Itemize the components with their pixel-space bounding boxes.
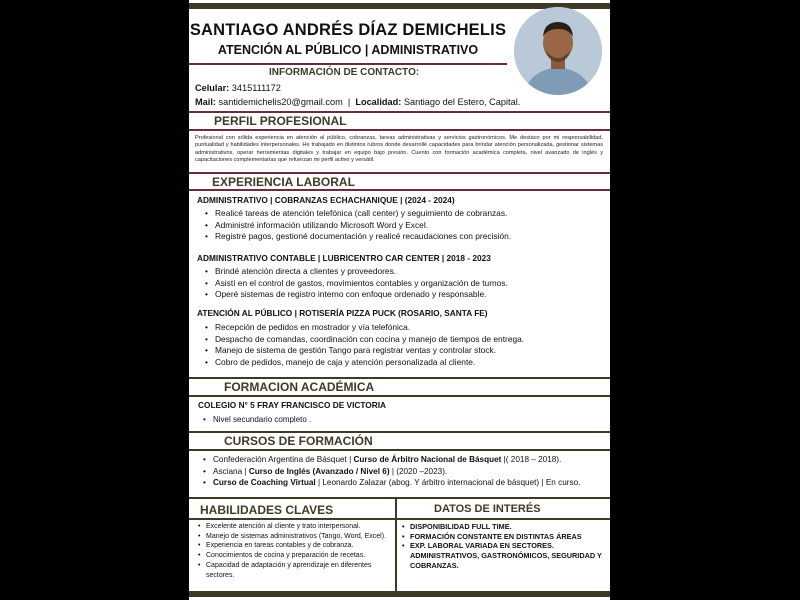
- job-3-item: • Recepción de pedidos en mostrador y vía telefónica.: [205, 322, 524, 334]
- profile-heading: PERFIL PROFESIONAL: [214, 114, 347, 128]
- column-divider: [395, 497, 397, 591]
- job-2-item: • Operé sistemas de registro interno con enfoque ordenado y responsable.: [205, 289, 508, 301]
- skill-item: • Capacidad de adaptación y aprendizaje en diferentes sectores.: [198, 561, 390, 580]
- course-period: | (2020 –2023).: [389, 466, 448, 476]
- bottom-border: [189, 591, 610, 597]
- education-top-divider: [189, 377, 610, 379]
- school-name: COLEGIO N° 5 FRAY FRANCISCO DE VICTORIA: [198, 400, 387, 410]
- courses-heading-divider: [189, 449, 610, 451]
- job-1-list: [205, 208, 511, 243]
- contact-heading: INFORMACIÓN DE CONTACTO:: [269, 67, 420, 78]
- interest-item: • FORMACIÓN CONSTANTE EN DISTINTAS ÁREAS: [402, 532, 602, 542]
- phone-line: [195, 83, 281, 93]
- job-1-item: • Administré información utilizando Microsoft Word y Excel.: [205, 220, 511, 232]
- job-title-2: ADMINISTRATIVO CONTABLE | LUBRICENTRO CAR CENTER | 2018 - 2023: [197, 253, 491, 263]
- course-provider: Asciana |: [213, 466, 249, 476]
- course-item: [203, 477, 580, 489]
- mail-value: santidemichelis20@gmail.com: [218, 97, 343, 107]
- skill-item: • Excelente atención al cliente y trato interpersonal.: [198, 522, 390, 532]
- location-value: Santiago del Estero, Capital.: [403, 97, 521, 107]
- job-3-item: • Cobro de pedidos, manejo de caja y atención personalizada al cliente.: [205, 357, 524, 369]
- job-2-item: • Brindé atención directa a clientes y proveedores.: [205, 266, 508, 278]
- interest-heading: DATOS DE INTERÉS: [434, 503, 541, 515]
- phone-value: 3415111172: [231, 83, 281, 93]
- education-list: [203, 414, 311, 426]
- job-2-list: [205, 266, 508, 301]
- course-item: [203, 454, 580, 466]
- education-level: • Nivel secundario completo .: [203, 414, 311, 426]
- course-item: [203, 466, 580, 478]
- person-name: SANTIAGO ANDRÉS DÍAZ DEMICHELIS: [189, 21, 507, 39]
- experience-heading-divider: [189, 189, 610, 191]
- job-title-1: ADMINISTRATIVO | COBRANZAS ECHACHANIQUE | (2024 - 2024): [197, 195, 455, 205]
- course-provider: Confederación Argentina de Básquet |: [213, 455, 354, 464]
- header-divider: [189, 63, 507, 65]
- course-title: Curso de Coaching Virtual: [213, 478, 316, 488]
- profile-text: Profesional con sólida experiencia en atención al público, cobranzas, tareas administrativas y servicios gastronómicos. Me destaco por mi responsabilidad, puntualidad y habilidades interpersonales. He trabajado en distintos rubros donde desarrollé capacidades para brindar atención personalizada, gestionar sistemas administrativos, operar herramientas digitales y trabajar en equipo bajo presión. Cuento con formación académica completa, nivel avanzado de inglés y capacitaciones complementarias que refuerzan mi perfil activo y versátil.: [195, 135, 603, 164]
- bottom-section-divider: [189, 497, 610, 499]
- interest-heading-divider: [397, 518, 610, 520]
- course-title: Curso de Árbitro Nacional de Básquet: [353, 455, 502, 464]
- courses-list: [203, 454, 580, 489]
- job-3-list: [205, 322, 524, 368]
- contact-separator: |: [347, 97, 351, 107]
- job-3-item: • Manejo de sistema de gestión Tango para registrar ventas y controlar stock.: [205, 345, 524, 357]
- course-title: Curso de Inglés (Avanzado / Nivel 6): [248, 466, 390, 476]
- interest-item: • EXP. LABORAL VARIADA EN SECTORES. ADMINISTRATIVOS, GASTRONÓMICOS, SEGURIDAD Y COBRANZAS.: [402, 541, 602, 570]
- interest-item: • DISPONIBILIDAD FULL TIME.: [402, 522, 602, 532]
- location-label: Localidad:: [355, 97, 402, 107]
- job-1-item: • Registré pagos, gestioné documentación y realicé recaudaciones con precisión.: [205, 231, 511, 243]
- course-period: |( 2018 – 2018).: [501, 455, 562, 464]
- education-heading-divider: [189, 395, 610, 397]
- skill-item: • Experiencia en tareas contables y de cobranza.: [198, 541, 390, 551]
- job-1-item: • Realicé tareas de atención telefónica (call center) y seguimiento de cobranzas.: [205, 208, 511, 220]
- courses-top-divider: [189, 431, 610, 433]
- skills-heading-divider: [189, 518, 395, 520]
- profile-photo: [514, 7, 602, 95]
- job-title-3: ATENCIÓN AL PÚBLICO | ROTISERÍA PIZZA PUCK (ROSARIO, SANTA FE): [197, 308, 488, 318]
- skill-item: • Manejo de sistemas administrativos (Tango, Word, Excel).: [198, 532, 390, 542]
- job-2-item: • Asistí en el control de gastos, movimientos contables y organización de turnos.: [205, 278, 508, 290]
- resume-page: [189, 0, 610, 600]
- education-heading: FORMACION ACADÉMICA: [224, 380, 375, 394]
- mail-label: Mail:: [195, 97, 216, 107]
- profile-top-divider: [189, 111, 610, 113]
- courses-heading: CURSOS DE FORMACIÓN: [224, 434, 373, 448]
- profile-heading-divider: [189, 129, 610, 131]
- person-role: ATENCIÓN AL PÚBLICO | ADMINISTRATIVO: [217, 43, 479, 57]
- phone-label: Celular:: [195, 83, 230, 93]
- skills-list: [198, 522, 390, 580]
- skill-item: • Conocimientos de cocina y preparación de recetas.: [198, 551, 390, 561]
- person-portrait-icon: [514, 7, 602, 95]
- job-3-item: • Despacho de comandas, coordinación con cocina y manejo de tiempos de entrega.: [205, 334, 524, 346]
- experience-heading: EXPERIENCIA LABORAL: [212, 175, 355, 189]
- interest-list: [402, 522, 602, 571]
- course-period: | Leonardo Zalazar (abog. Y árbitro internacional de básquet) | En curso.: [315, 478, 581, 488]
- experience-top-divider: [189, 172, 610, 174]
- mail-location-line: [195, 97, 520, 107]
- skills-heading: HABILIDADES CLAVES: [200, 503, 334, 517]
